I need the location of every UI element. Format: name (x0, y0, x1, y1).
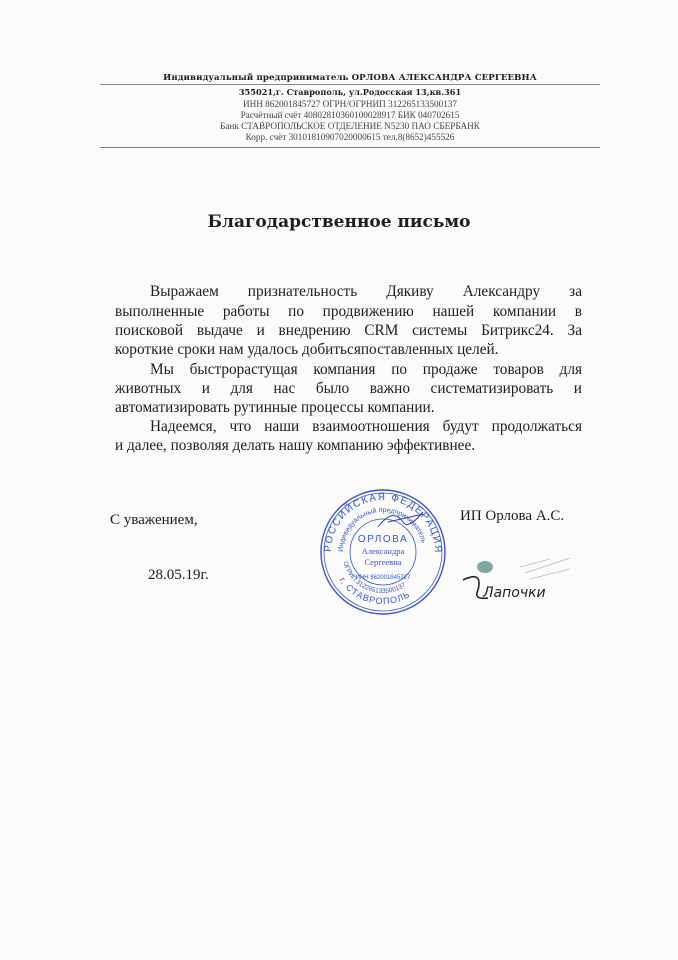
company-stamp (318, 487, 448, 617)
body-line: поисковой выдаче и внедрению CRM системы Битрикс24. За (115, 322, 582, 339)
stamp-inner-text: Индивидуальный предприниматель (337, 506, 427, 553)
header-account: Расчётный счёт 40802810360100028917 БИК 040702615 (240, 110, 460, 120)
stamp-inn: ИНН 862001845727 (355, 575, 411, 581)
header-divider (100, 84, 600, 85)
header-bottom-divider (100, 147, 600, 148)
stamp-name3: Сергеевна (364, 557, 402, 567)
body-line: выполненные работы по продвижению нашей компании в (115, 303, 582, 320)
body-line: Выражаем признательность Дякиву Александру за (150, 283, 582, 300)
stamp-ogrn: ОГРИП 312265133500137 (341, 560, 408, 596)
stamp-name1: ОРЛОВА (357, 534, 409, 545)
header-address: 355021,г. Ставрополь, ул.Родосская 13,кв.361 (238, 87, 462, 97)
body-line: Мы быстрорастущая компания по продаже товаров для (150, 361, 582, 378)
logo-text: Лапочки (483, 585, 546, 601)
signer-name: ИП Орлова А.С. (460, 508, 565, 524)
header-inn: ИНН 862001845727 ОГРН/ОГРНИП 312265133500137 (242, 99, 458, 109)
stamp-city: г. СТАВРОПОЛЬ (337, 575, 412, 607)
closing: С уважением, (110, 512, 198, 528)
header-bank: Банк СТАВРОПОЛЬСКОЕ ОТДЕЛЕНИЕ N5230 ПАО СБЕРБАНК (220, 121, 480, 131)
stamp-name2: Александра (361, 546, 405, 556)
company-logo (455, 555, 585, 610)
logo-paw-icon (477, 561, 493, 573)
body-line: автоматизировать рутинные процессы компании. (115, 399, 435, 416)
body-line: и далее, позволяя делать нашу компанию эффективнее. (115, 437, 476, 454)
body-line: короткие сроки нам удалось добитьсяпоставленных целей. (115, 341, 499, 358)
body-line: Надеемся, что наши взаимоотношения будут продолжаться (150, 418, 582, 435)
stamp-outer-text: РОССИЙСКАЯ ФЕДЕРАЦИЯ (322, 491, 444, 555)
body-line: животных и для нас было важно систематизировать и (115, 380, 582, 397)
header-company-name: Индивидуальный предприниматель ОРЛОВА АЛЕКСАНДРА СЕРГЕЕВНА (163, 73, 537, 83)
header-corr-account: Корр. счёт 30101810907020000615 тел.8(8652)455526 (245, 132, 455, 142)
document-title: Благодарственное письмо (207, 212, 471, 232)
date: 28.05.19г. (148, 567, 209, 583)
